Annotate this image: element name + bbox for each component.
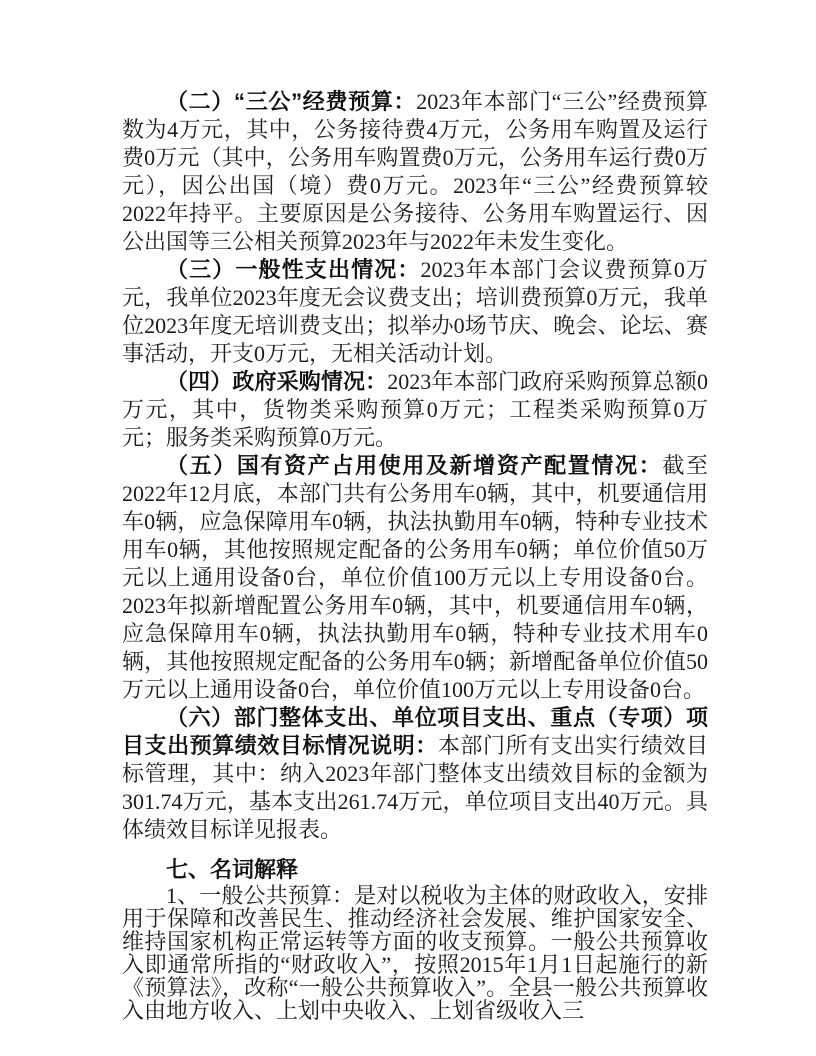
paragraph-lead: （五）国有资产占用使用及新增资产配置情况： bbox=[166, 453, 663, 478]
paragraph-government-procurement bbox=[122, 368, 708, 452]
paragraph-general-expenditure bbox=[122, 256, 708, 368]
section-heading-glossary: 七、名词解释 bbox=[166, 857, 299, 882]
paragraph-glossary-item bbox=[122, 884, 708, 1022]
paragraph-lead: （六）部门整体支出、单位项目支出、重点（专项）项目支出预算绩效目标情况说明： bbox=[122, 705, 708, 758]
paragraph-text: 2023年本部门会议费预算0万元，我单位2023年度无会议费支出；培训费预算0万元，我单位2023年度无培训费支出；拟举办0场节庆、晚会、论坛、赛事活动，开支0万元，无相关活动计划。 bbox=[122, 257, 708, 366]
glossary-term: 1、一般公共预算： bbox=[166, 883, 355, 908]
paragraph-text: 本部门所有支出实行绩效目标管理，其中：纳入2023年部门整体支出绩效目标的金额为301.74万元，基本支出261.74万元，单位项目支出40万元。具体绩效目标详见报表。 bbox=[122, 733, 708, 842]
paragraph-text: 2023年本部门政府采购预算总额0万元，其中，货物类采购预算0万元；工程类采购预算0万元；服务类采购预算0万元。 bbox=[122, 369, 708, 450]
paragraph-sangong-budget bbox=[122, 88, 708, 256]
paragraph-text: 2023年本部门“三公”经费预算数为4万元，其中，公务接待费4万元，公务用车购置及运行费0万元（其中，公务用车购置费0万元，公务用车运行费0万元），因公出国（境）费0万元。2023年“三公”经费预算较2022年持平。主要原因是公务接待、公务用车购置运行、因公出国等三公相关预算2023年与2022年未发生变化。 bbox=[122, 89, 708, 254]
paragraph-lead: （四）政府采购情况： bbox=[166, 369, 388, 394]
paragraph-lead: （三）一般性支出情况： bbox=[166, 257, 421, 282]
paragraph-text: 截至2022年12月底，本部门共有公务用车0辆，其中，机要通信用车0辆，应急保障用车0辆，执法执勤用车0辆，特种专业技术用车0辆，其他按照规定配备的公务用车0辆；单位价值50万元以上通用设备0台，单位价值100万元以上专用设备0台。2023年拟新增配置公务用车0辆，其中，机要通信用车0辆，应急保障用车0辆，执法执勤用车0辆，特种专业技术用车0辆，其他按照规定配备的公务用车0辆；新增配备单位价值50万元以上通用设备0台，单位价值100万元以上专用设备0台。 bbox=[122, 453, 708, 702]
paragraph-performance-targets bbox=[122, 704, 708, 844]
glossary-definition: 是对以税收为主体的财政收入，安排用于保障和改善民生、推动经济社会发展、维护国家安全、维持国家机构正常运转等方面的收支预算。一般公共预算收入即通常所指的“财政收入”，按照2015年1月1日起施行的新《预算法》，改称“一般公共预算收入”。全县一般公共预算收入由地方收入、上划中央收入、上划省级收入三 bbox=[122, 883, 708, 1023]
paragraph-state-assets bbox=[122, 452, 708, 704]
paragraph-lead: （二）“三公”经费预算： bbox=[166, 89, 417, 114]
document-body bbox=[122, 88, 708, 1022]
